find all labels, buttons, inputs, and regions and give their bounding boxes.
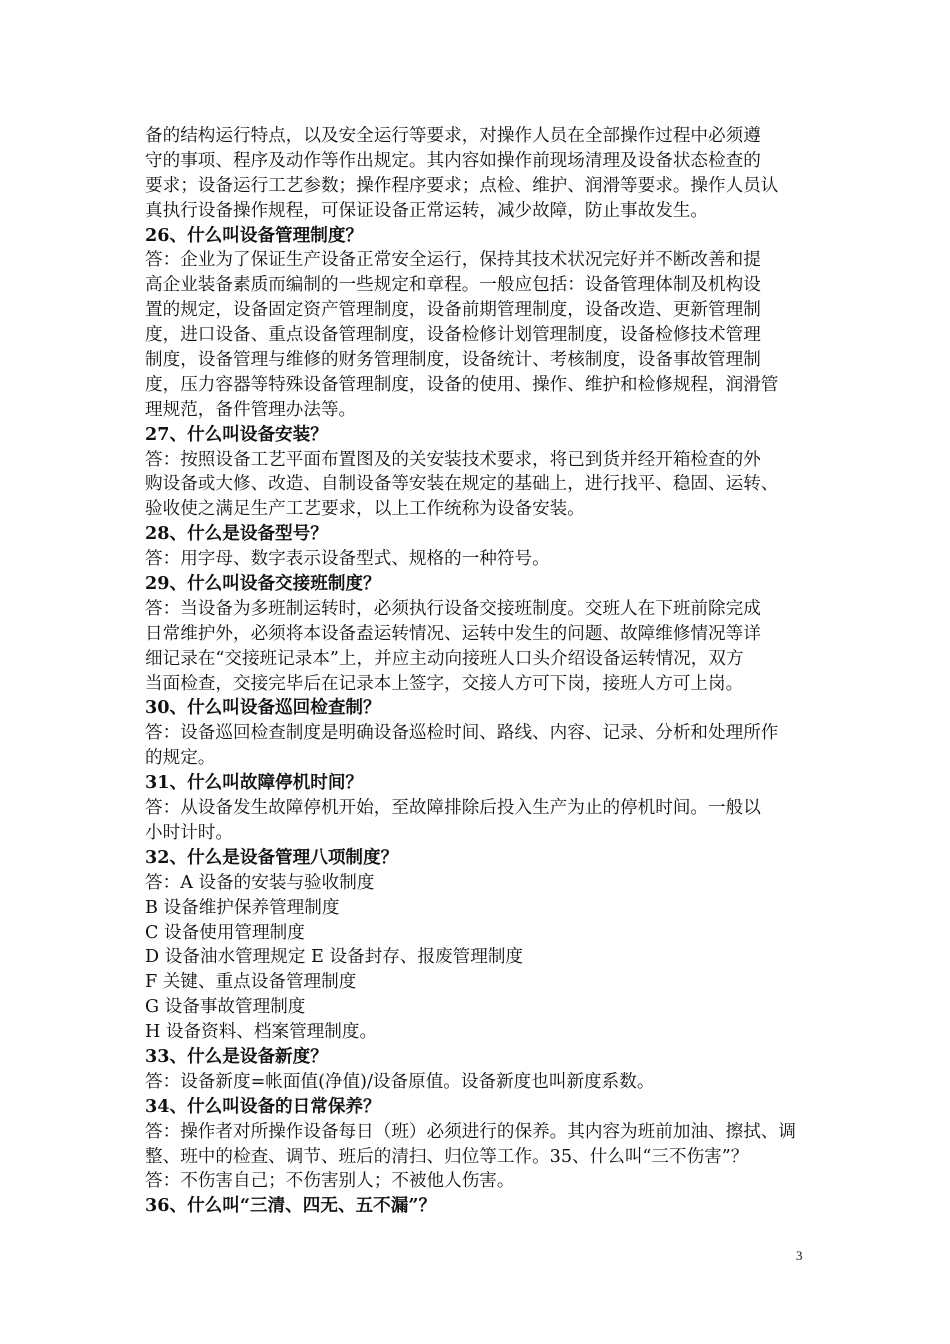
text-line: 答：设备新度=帐面值(净值)/设备原值。设备新度也叫新度系数。 — [145, 1071, 655, 1092]
text-line: 要求；设备运行工艺参数；操作程序要求；点检、维护、润滑等要求。操作人员认 — [145, 175, 779, 196]
question-heading: 29、什么叫设备交接班制度？ — [145, 573, 381, 595]
text-line: 答：当设备为多班制运转时，必须执行设备交接班制度。交班人在下班前除完成 — [145, 598, 761, 619]
question-heading: 33、什么是设备新度？ — [145, 1045, 328, 1067]
text-line: 答：操作者对所操作设备每日（班）必须进行的保养。其内容为班前加油、擦拭、调 — [145, 1121, 796, 1142]
text-line: 整、班中的检查、调节、班后的清扫、归位等工作。35、什么叫“三不伤害”？ — [145, 1146, 749, 1167]
question-heading: 27、什么叫设备安装？ — [145, 423, 328, 445]
text-line: 的规定。 — [145, 748, 216, 769]
text-line: G 设备事故管理制度 — [145, 997, 306, 1018]
text-line: 守的事项、程序及动作等作出规定。其内容如操作前现场清理及设备状态检查的 — [145, 150, 761, 171]
question-heading: 31、什么叫故障停机时间？ — [145, 772, 364, 794]
text-line: 答：不伤害自己；不伤害别人；不被他人伤害。 — [145, 1171, 515, 1192]
text-line: 答：设备巡回检查制度是明确设备巡检时间、路线、内容、记录、分析和处理所作 — [145, 723, 779, 744]
text-line: 度，压力容器等特殊设备管理制度，设备的使用、操作、维护和检修规程，润滑管 — [145, 374, 779, 395]
text-line: 答：A 设备的安装与验收制度 — [145, 872, 375, 893]
text-line: 置的规定，设备固定资产管理制度，设备前期管理制度，设备改造、更新管理制 — [145, 300, 761, 321]
text-line: 高企业装备素质而编制的一些规定和章程。一般应包括：设备管理体制及机构设 — [145, 275, 761, 296]
text-line: 答：从设备发生故障停机开始，至故障排除后投入生产为止的停机时间。一般以 — [145, 798, 761, 819]
text-line: 备的结构运行特点，以及安全运行等要求，对操作人员在全部操作过程中必须遵 — [145, 126, 761, 146]
text-line: B 设备维护保养管理制度 — [145, 897, 340, 918]
text-line: 购设备或大修、改造、自制设备等安装在规定的基础上，进行找平、稳固、运转、 — [145, 474, 779, 495]
text-line: 答：按照设备工艺平面布置图及的关安装技术要求，将已到货并经开箱检查的外 — [145, 449, 761, 470]
question-heading: 36、什么叫“三清、四无、五不漏”？ — [145, 1195, 437, 1217]
question-heading: 26、什么叫设备管理制度？ — [145, 224, 364, 246]
text-line: C 设备使用管理制度 — [145, 922, 305, 943]
text-line: 答：企业为了保证生产设备正常安全运行，保持其技术状况完好并不断改善和提 — [145, 250, 761, 271]
text-line: 日常维护外，必须将本设备盍运转情况、运转中发生的问题、故障维修情况等详 — [145, 623, 761, 644]
text-line: 理规范，备件管理办法等。 — [145, 399, 357, 420]
text-line: H 设备资料、档案管理制度。 — [145, 1022, 378, 1043]
text-line: 答：用字母、数字表示设备型式、规格的一种符号。 — [145, 549, 550, 570]
page-number: 3 — [796, 1248, 803, 1263]
text-line: 验收使之满足生产工艺要求，以上工作统称为设备安装。 — [145, 499, 585, 520]
question-heading: 30、什么叫设备巡回检查制？ — [145, 697, 381, 719]
question-heading: 34、什么叫设备的日常保养？ — [145, 1095, 381, 1117]
question-heading: 32、什么是设备管理八项制度？ — [145, 846, 399, 868]
text-line: 制度，设备管理与维修的财务管理制度，设备统计、考核制度，设备事故管理制 — [145, 350, 761, 371]
text-line: 度，进口设备、重点设备管理制度，设备检修计划管理制度，设备检修技术管理 — [145, 325, 761, 346]
text-line: 细记录在“交接班记录本”上，并应主动向接班人口头介绍设备运转情况，双方 — [145, 648, 744, 669]
question-heading: 28、什么是设备型号？ — [145, 523, 328, 545]
document-body — [145, 124, 810, 1219]
text-line: F 关键、重点设备管理制度 — [145, 972, 357, 993]
text-line: 真执行设备操作规程，可保证设备正常运转，减少故障，防止事故发生。 — [145, 200, 709, 221]
text-line: 当面检查，交接完毕后在记录本上签字，交接人方可下岗，接班人方可上岗。 — [145, 673, 744, 694]
text-line: 小时计时。 — [145, 822, 233, 843]
text-line: D 设备油水管理规定 E 设备封存、报废管理制度 — [145, 947, 524, 968]
